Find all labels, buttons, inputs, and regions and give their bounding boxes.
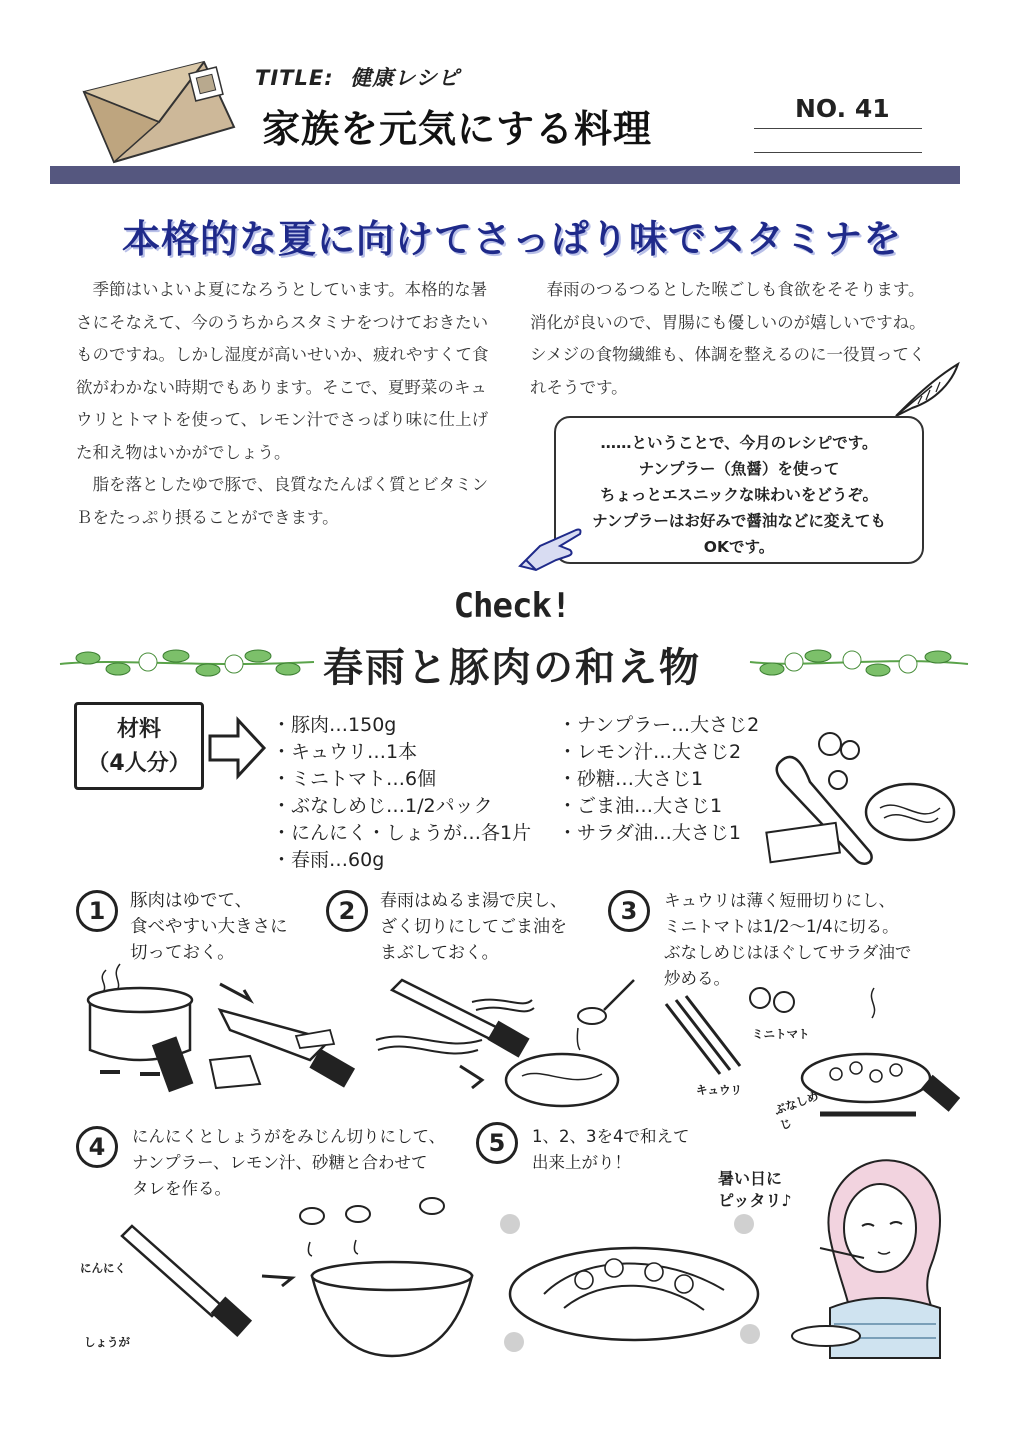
arrow-right-icon [208,716,268,784]
right-column [530,274,940,404]
note-line: ちょっとエスニックな味わいをどうぞ。 [599,486,879,504]
note-box [554,416,924,564]
speech-text: 暑い日に ピッタリ♪ [718,1169,792,1210]
step-2-text: 春雨はぬるま湯で戻し、 ざく切りにしてごま油を まぶしておく。 [380,891,567,963]
step-2-number: 2 [326,890,368,932]
cucumber-label: キュウリ [696,1083,742,1097]
ingredients-label-box [74,702,204,790]
page-title: 家族を元気にする料理 [262,107,653,151]
note-line: ナンプラー（魚醤）を使って [638,460,840,478]
left-paragraph-2: 脂を落としたゆで豚で、良質なたんぱく質とビタミンＢをたっぷり摂ることができます。 [76,475,489,527]
ingredients-label: 材料 [116,717,161,742]
step-3-text: キュウリは薄く短冊切りにし、 ミニトマトは1/2～1/4に切る。 ぶなしめじはほぐしてサラダ油で 炒める。 [664,891,912,988]
left-paragraph-1: 季節はいよいよ夏になろうとしています。本格的な暑さにそなえて、今のうちからスタミナをつけておきたいものですね。しかし湿度が高いせいか、疲れやすくて食欲がわかない時期でもあります。そこで、夏野菜のキュウリとトマトを使って、レモン汁でさっぱり味に仕上げた和え物はいかがでしょう。 [76,280,489,462]
garlic-label: にんにく [80,1261,126,1275]
quill-icon [892,360,962,424]
leaf-vine-right-icon [748,644,970,684]
left-column [76,274,496,534]
ingredients-list-left [272,712,552,874]
envelope-icon [74,52,244,176]
step-5-number: 5 [476,1122,518,1164]
ingredient-item: ・ ぶなしめじ…1/2パック [272,793,552,820]
ingredient-item: ・ 豚肉…150g [272,712,552,739]
issue-number: NO. 41 [795,94,890,123]
dish-title: 春雨と豚肉の和え物 [323,645,701,691]
woman-eating-illustration [790,1148,970,1372]
ingredient-item: ・ レモン汁…大さじ2 [558,739,778,766]
ingredients-list-right [558,712,778,847]
ingredient-item: ・ キュウリ…1本 [272,739,552,766]
pointing-hand-icon [516,516,586,576]
ingredient-item: ・ にんにく・しょうが…各1片 [272,820,552,847]
bunashimeji-label: ぶなしめじ [772,1088,821,1133]
ginger-label: しょうが [84,1335,130,1349]
note-line: OKです。 [703,538,775,556]
noodles-bowl-illustration [372,970,642,1124]
step-4-number: 4 [76,1126,118,1168]
ingredient-item: ・ ナンプラー…大さじ2 [558,712,778,739]
ingredients-servings: （4人分） [87,751,191,776]
title-value: 健康レシピ [350,66,460,90]
title-label: TITLE: 健康レシピ [255,66,460,90]
ingredient-item: ・ サラダ油…大さじ1 [558,820,778,847]
right-paragraph-1: 春雨のつるつるとした喉ごしも食欲をそそります。消化が良いので、胃腸にも優しいのが嬉しいですね。シメジの食物繊維も、体調を整えるのに一役買ってくれそうです。 [530,280,926,397]
check-label: Check! [453,586,571,626]
mini-tomato-label: ミニトマト [752,1027,810,1041]
ingredient-item: ・ ミニトマト…6個 [272,766,552,793]
step-1-text: 豚肉はゆでて、 食べやすい大きさに 切っておく。 [130,891,288,963]
step-3-number: 3 [608,890,650,932]
headline: 本格的な夏に向けてさっぱり味でスタミナを [121,217,902,261]
ingredient-item: ・ 春雨…60g [272,847,552,874]
sauce-bowl-illustration [112,1186,482,1370]
ingredient-item: ・ ごま油…大さじ1 [558,793,778,820]
ingredients-illustration [760,722,960,876]
step-1-number: 1 [76,890,118,932]
step-5-text: 1、2、3を4で和えて 出来上がり！ [532,1127,690,1172]
pot-on-stove-illustration [80,960,370,1114]
step-4-text: にんにくとしょうがをみじん切りにして、 ナンプラー、レモン汁、砂糖と合わせて タレを作る。 [132,1127,446,1198]
header-band [50,166,960,184]
issue-underline [754,128,922,129]
note-line: ……ということで、今月のレシピです。 [600,434,878,452]
issue-underline-2 [754,152,922,153]
note-line: ナンプラーはお好みで醤油などに変えても [592,512,886,530]
ingredient-item: ・ 砂糖…大さじ1 [558,766,778,793]
